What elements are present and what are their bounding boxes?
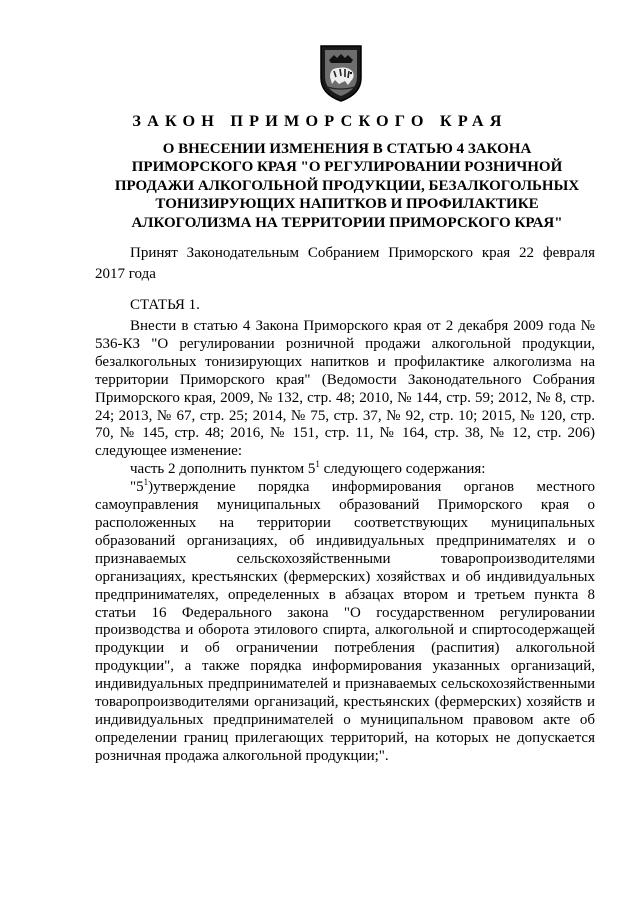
- amendment-instruction-text: часть 2 дополнить пунктом 5: [130, 461, 316, 478]
- law-title: ЗАКОН ПРИМОРСКОГО КРАЯ: [132, 112, 508, 130]
- amendment-instruction-suffix: следующего содержания:: [319, 461, 486, 478]
- amendment-instruction: [95, 461, 595, 479]
- superscript: 1: [143, 477, 149, 488]
- article-heading: СТАТЬЯ 1.: [130, 297, 200, 313]
- amendment-text-paragraph: [95, 479, 595, 766]
- article-body: [95, 318, 595, 766]
- adoption-note: Принят Законодательным Собранием Приморского края 22 февраля 2017 года: [95, 245, 595, 282]
- amendment-item-text: )утверждение порядка информирования органов местного самоуправления муниципальных образований Приморского края о расположенных на территории соответствующих муниципальных образований организациях, об индивидуальных предпринимателях и о признаваемых сельскохозяйственными товаропроизводителями организациях, крестьянских (фермерских) хозяйствах и об индивидуальных предпринимателях, определенных в абзацах втором и третьем пункта 8 статьи 16 Федерального закона "О государственном регулировании производства и оборота этилового спирта, алкогольной и спиртосодержащей продукции и об ограничении потребления (распития) алкогольной продукции", а также порядка информирования указанных организаций, индивидуальных предпринимателей и признаваемых сельскохозяйственными товаропроизводителями организаций, крестьянских (фермерских) хозяйств и индивидуальных предпринимателей о муниципальном правовом акте об определении границ прилегающих территорий, на которых не допускается розничная продажа алкогольной продукции;".: [95, 479, 595, 764]
- superscript: 1: [315, 459, 320, 470]
- law-subtitle: О ВНЕСЕНИИ ИЗМЕНЕНИЯ В СТАТЬЮ 4 ЗАКОНА ПРИМОРСКОГО КРАЯ "О РЕГУЛИРОВАНИИ РОЗНИЧНОЙ ПРОДАЖИ АЛКОГОЛЬНОЙ ПРОДУКЦИИ, БЕЗАЛКОГОЛЬНЫХ ТОНИЗИРУЮЩИХ НАПИТКОВ И ПРОФИЛАКТИКЕ АЛКОГОЛИЗМА НА ТЕРРИТОРИИ ПРИМОРСКОГО КРАЯ": [114, 141, 580, 231]
- article-intro-paragraph: Внести в статью 4 Закона Приморского края от 2 декабря 2009 года № 536-КЗ "О регулировании розничной продажи алкогольной продукции, безалкогольных тонизирующих напитков и профилактике алкоголизма на территории Приморского края" (Ведомости Законодательного Собрания Приморского края, 2009, № 132, стр. 48; 2010, № 144, стр. 59; 2012, № 8, стр. 24; 2013, № 67, стр. 25; 2014, № 75, стр. 37, № 92, стр. 10; 2015, № 120, стр. 70, № 145, стр. 48; 2016, № 151, стр. 11, № 164, стр. 38, № 12, стр. 206) следующее изменение:: [95, 318, 595, 460]
- amendment-item-number: "5: [130, 479, 144, 496]
- primorsky-krai-emblem-icon: [318, 44, 364, 102]
